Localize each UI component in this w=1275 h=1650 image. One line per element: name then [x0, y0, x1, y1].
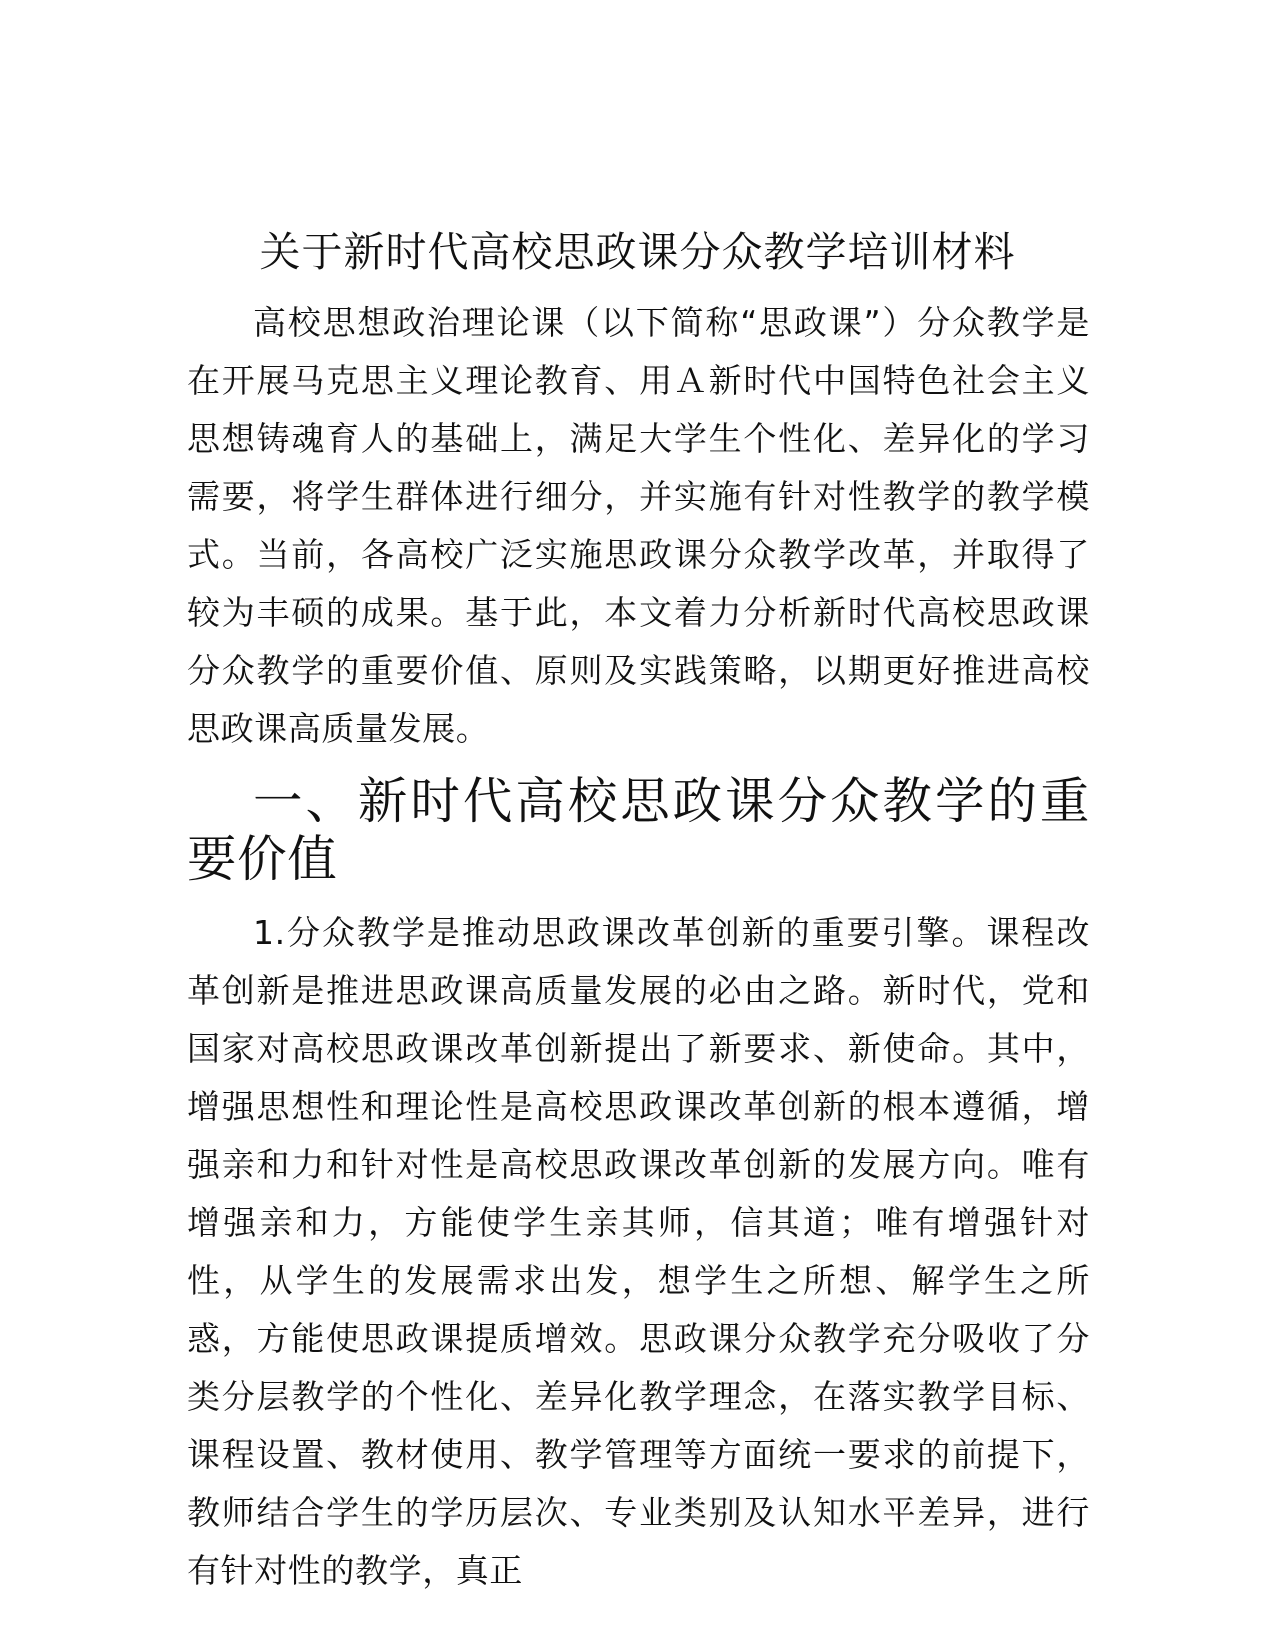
document-title: 关于新时代高校思政课分众教学培训材料	[259, 228, 1016, 276]
intro-paragraph: 高校思想政治理论课（以下简称“思政课”）分众教学是在开展马克思主义理论教育、用Ａ新时代中国特色社会主义思想铸魂育人的基础上，满足大学生个性化、差异化的学习需要，将学生群体进行细分，并实施有针对性教学的教学模式。当前，各高校广泛实施思政课分众教学改革，并取得了较为丰硕的成果。基于此，本文着力分析新时代高校思政课分众教学的重要价值、原则及实践策略，以期更好推进高校思政课高质量发展。	[187, 303, 1090, 748]
point-1-paragraph: 1.分众教学是推动思政课改革创新的重要引擎。课程改革创新是推进思政课高质量发展的必由之路。新时代，党和国家对高校思政课改革创新提出了新要求、新使命。其中，增强思想性和理论性是高校思政课改革创新的根本遵循，增强亲和力和针对性是高校思政课改革创新的发展方向。唯有增强亲和力，方能使学生亲其师，信其道；唯有增强针对性，从学生的发展需求出发，想学生之所想、解学生之所惑，方能使思政课提质增效。思政课分众教学充分吸收了分类分层教学的个性化、差异化教学理念，在落实教学目标、课程设置、教材使用、教学管理等方面统一要求的前提下，教师结合学生的学历层次、专业类别及认知水平差异，进行有针对性的教学，真正	[187, 913, 1090, 1590]
section-heading: 一、新时代高校思政课分众教学的重要价值	[187, 772, 1090, 888]
document-body	[187, 294, 1090, 1600]
